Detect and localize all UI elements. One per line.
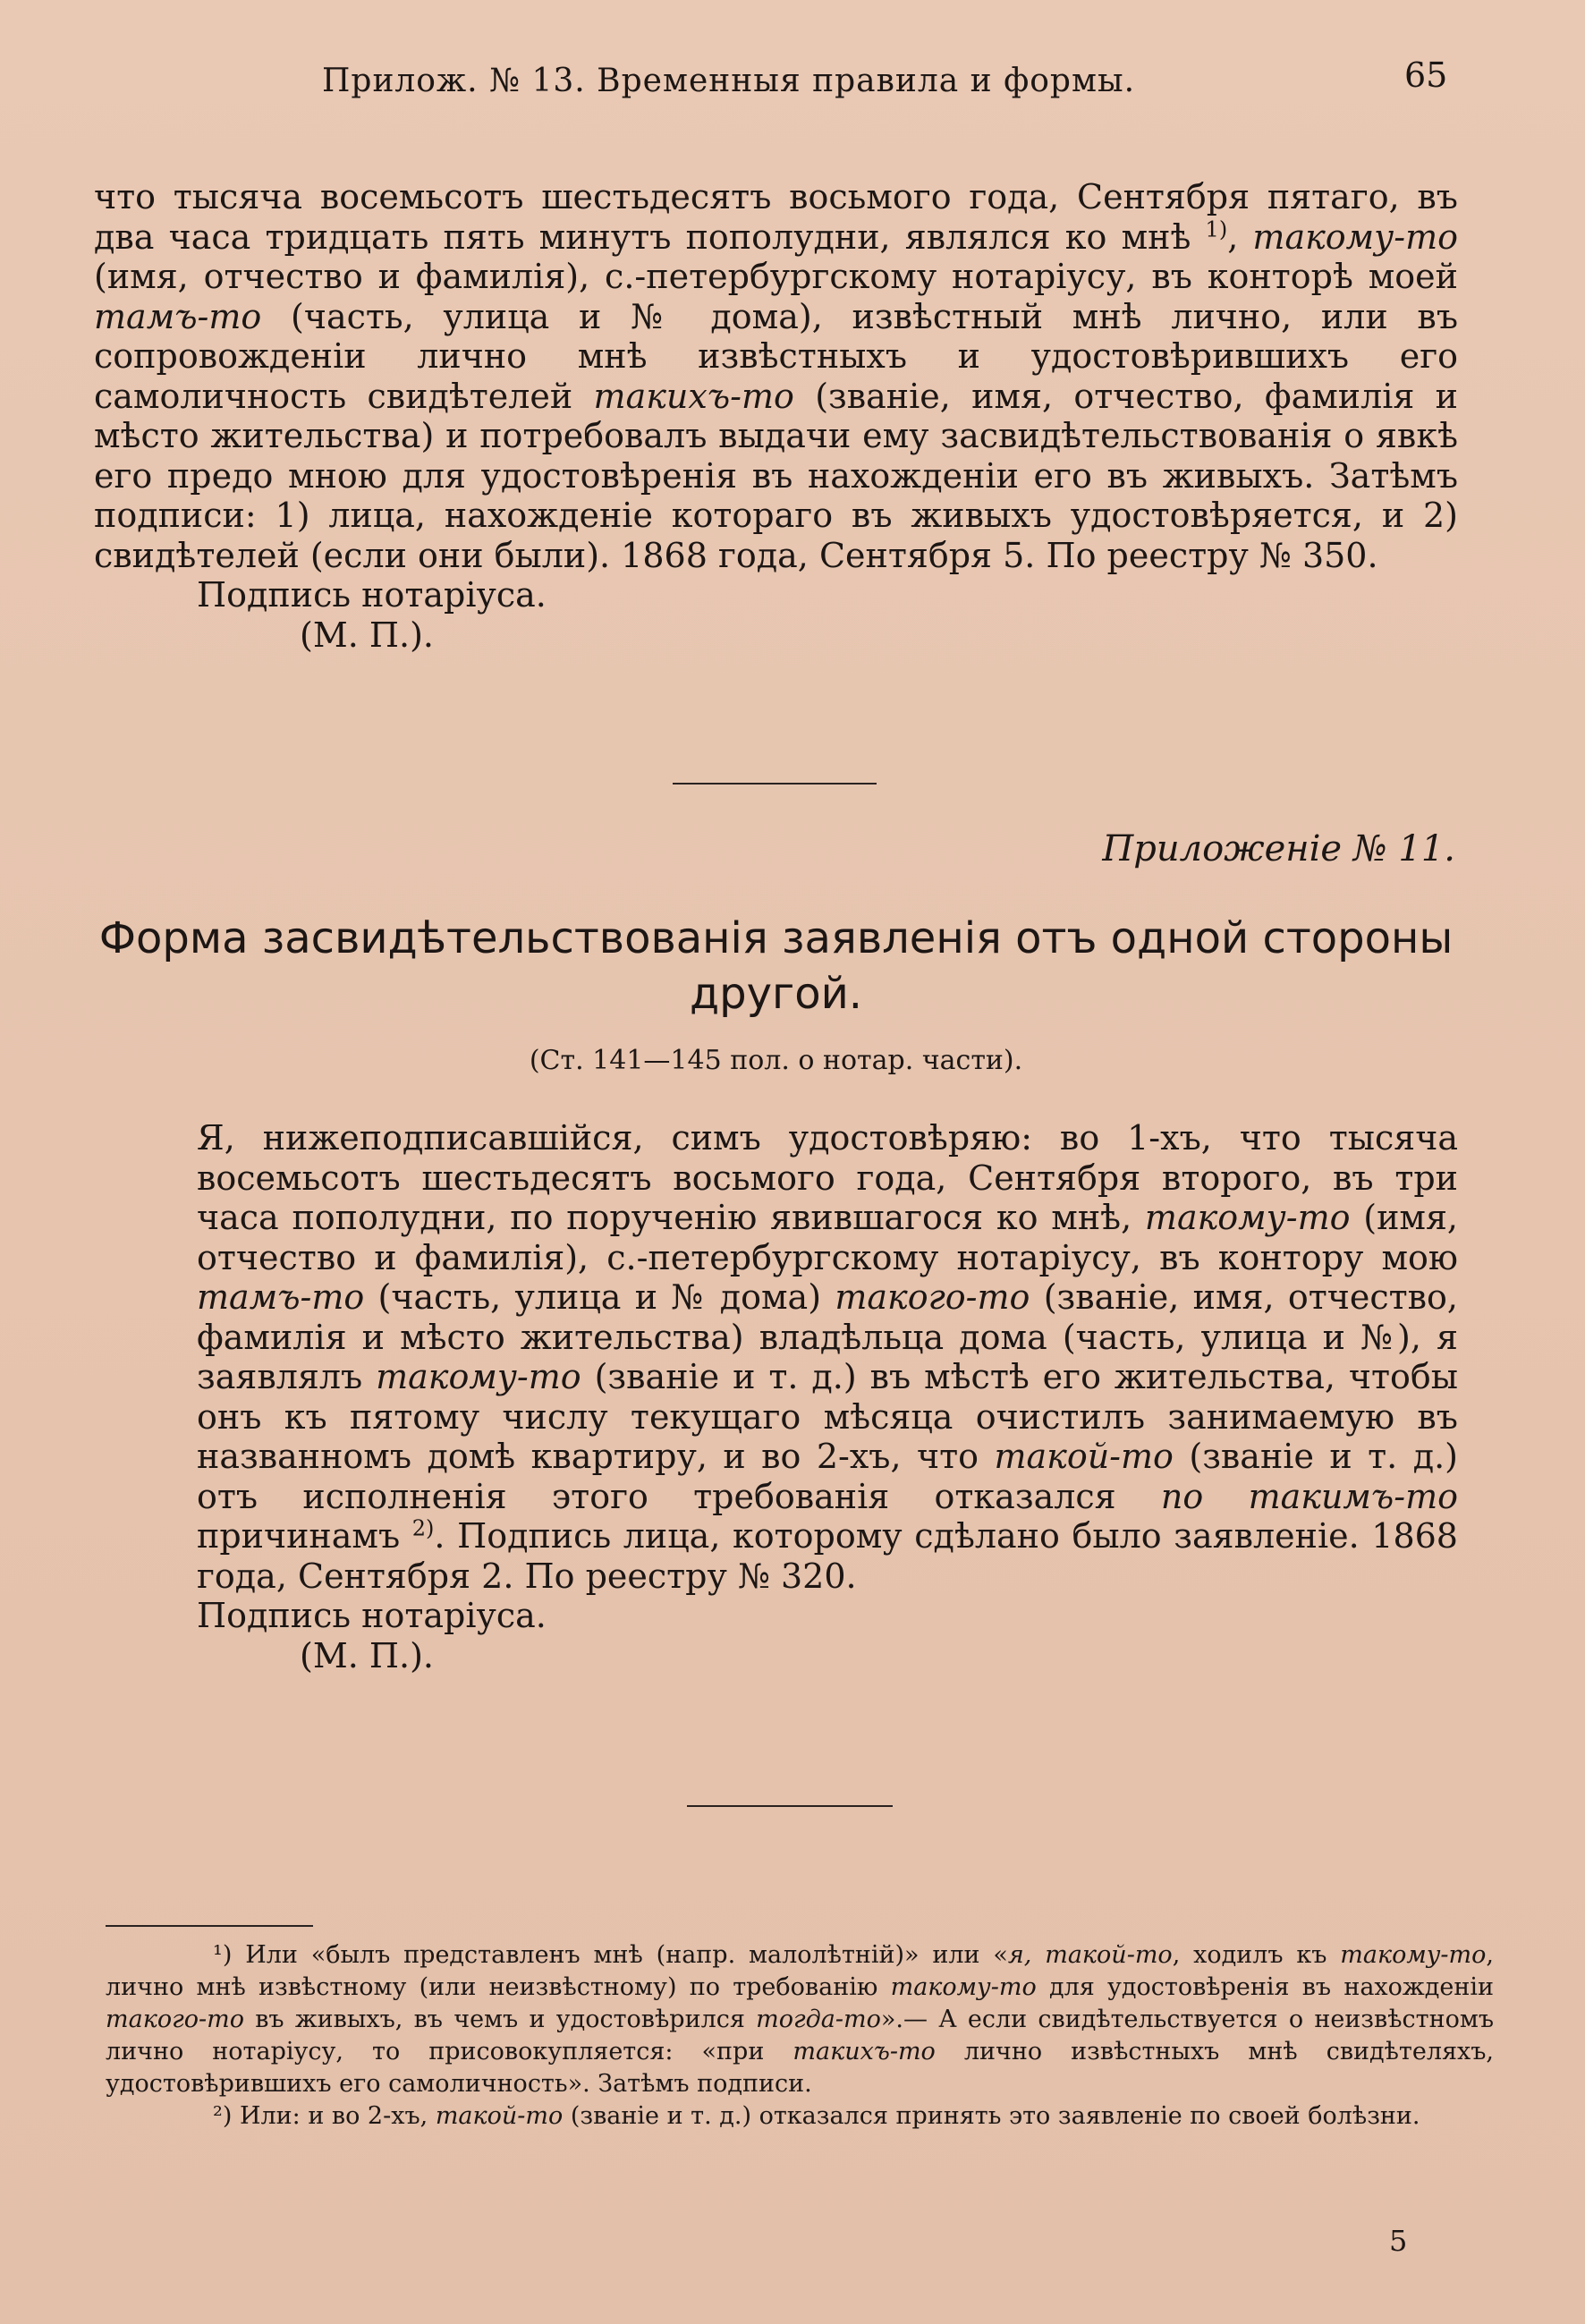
text-run: (имя, отчество и фамилія), с.-петербургскому нотаріусу, въ конторѣ моей (94, 257, 1458, 296)
italic-term: по такимъ-то (1160, 1476, 1459, 1516)
text-run: . Подпись лица, которому сдѣлано было заявленіе. 1868 года, Сентября 2. По реестру № 320. (197, 1516, 1458, 1596)
italic-term: тогда-то (756, 2006, 881, 2033)
text-run: (званіе, имя, отчество, фамилія и мѣсто жительства) и потребовалъ выдачи ему засвидѣтельствованія о явкѣ его предо мною для удостовѣренія въ нахожденіи его въ живыхъ. Затѣмъ подписи: 1) лица, нахожденіе котораго въ живыхъ удостовѣряется, и 2) свидѣтелей (если они были). 1868 года, Сентября 5. По реестру № 350. (94, 376, 1458, 575)
text-run: , ходилъ къ (1172, 1941, 1341, 1969)
italic-term: я, такой-то (1007, 1941, 1173, 1969)
italic-term: такихъ-то (593, 376, 794, 416)
footnote-1 (106, 1939, 1494, 2100)
italic-term: такому-то (1252, 216, 1458, 257)
text-run: ²) Или: и во 2-хъ, (213, 2102, 436, 2130)
paragraph-top (94, 177, 1458, 575)
text-run: (званіе и т. д.) отказался принять это заявленіе по своей болѣзни. (563, 2102, 1420, 2130)
body-text-top (94, 177, 1458, 655)
text-run: , лично мнѣ извѣстному (или неизвѣстному) по требованію (106, 1941, 1494, 2001)
italic-term: такому-то (376, 1357, 581, 1396)
paragraph-form (197, 1118, 1458, 1596)
italic-term: такому-то (1340, 1941, 1487, 1969)
text-run: , (1227, 216, 1253, 257)
footnote-2 (106, 2100, 1494, 2133)
body-text-form (94, 1118, 1458, 1675)
text-run: ».— А если свидѣтельствуется о неизвѣстномъ лично нотаріусу, то присовокупляется: «при (106, 2006, 1495, 2065)
section-divider (673, 783, 877, 785)
text-run: что тысяча восемьсотъ шестьдесятъ восьмого года, Сентября пятаго, въ два часа тридцать пять минутъ пополудни, являлся ко мнѣ (94, 177, 1458, 257)
text-run: (часть, улица и № дома), извѣстный мнѣ лично, или въ сопровожденіи лично мнѣ извѣстныхъ и удостовѣрившихъ его самоличность свидѣтелей (94, 296, 1458, 416)
text-run: для удостовѣренія въ нахожденіи (1036, 1973, 1494, 2001)
italic-term: такого-то (106, 2006, 244, 2033)
footnotes (106, 1939, 1494, 2133)
italic-term: такой-то (994, 1437, 1174, 1476)
text-run: (имя, отчество и фамилія), с.-петербургскому нотаріусу, въ контору мою (197, 1198, 1458, 1277)
running-head: Прилож. № 13. Временныя правила и формы. (322, 63, 1136, 99)
appendix-label: Приложеніе № 11. (1102, 828, 1455, 869)
text-run: ¹) Или «былъ представленъ мнѣ (напр. малолѣтній)» или « (213, 1941, 1008, 1969)
text-run: Я, нижеподписавшійся, симъ удостовѣряю: во 1-хъ, что тысяча восемьсотъ шестьдесятъ восьмого года, Сентября второго, въ три часа пополудни, по порученію явившагося ко мнѣ, (197, 1118, 1458, 1237)
italic-term: такихъ-то (792, 2038, 936, 2065)
notary-signature: Подпись нотаріуса. (197, 575, 547, 615)
italic-term: тамъ-то (94, 296, 262, 336)
text-run: (званіе, имя, отчество, фамилія и мѣсто жительства) владѣльца дома (часть, улица и №), я заявлялъ (197, 1277, 1458, 1396)
text-run: (званіе и т. д.) отъ исполненія этого требованія отказался (197, 1437, 1458, 1516)
form-title: Форма засвидѣтельствованія заявленія отъ одной стороны другой. (98, 913, 1454, 1019)
footnote-ref: 2) (411, 1515, 435, 1541)
italic-term: такому-то (1144, 1198, 1351, 1237)
section-divider (687, 1805, 893, 1807)
notary-signature: Подпись нотаріуса. (197, 1596, 547, 1635)
italic-term: такому-то (890, 1973, 1037, 2001)
signature-mark: 5 (1389, 2224, 1408, 2258)
italic-term: тамъ-то (197, 1277, 365, 1317)
text-run: причинамъ (197, 1516, 412, 1556)
seal-mark: (М. П.). (300, 615, 435, 655)
text-run: въ живыхъ, въ чемъ и удостовѣрился (243, 2006, 757, 2033)
text-run: лично извѣстныхъ мнѣ свидѣтеляхъ, удостовѣрившихъ его самоличность». Затѣмъ подписи. (106, 2038, 1495, 2098)
italic-term: такого-то (835, 1277, 1030, 1317)
text-run: (званіе и т. д.) въ мѣстѣ его жительства, чтобы онъ къ пятому числу текущаго мѣсяца очистилъ занимаемую въ названномъ домѣ квартиру, и во 2-хъ, что (197, 1357, 1459, 1476)
italic-term: такой-то (435, 2102, 564, 2130)
article-reference: (Ст. 141—145 пол. о нотар. части). (529, 1045, 1023, 1076)
text-run: (часть, улица и № дома) (364, 1277, 835, 1317)
page-number: 65 (1404, 55, 1448, 95)
footnote-ref: 1) (1205, 216, 1228, 242)
footnote-rule (106, 1925, 313, 1927)
seal-mark: (М. П.). (300, 1635, 435, 1675)
